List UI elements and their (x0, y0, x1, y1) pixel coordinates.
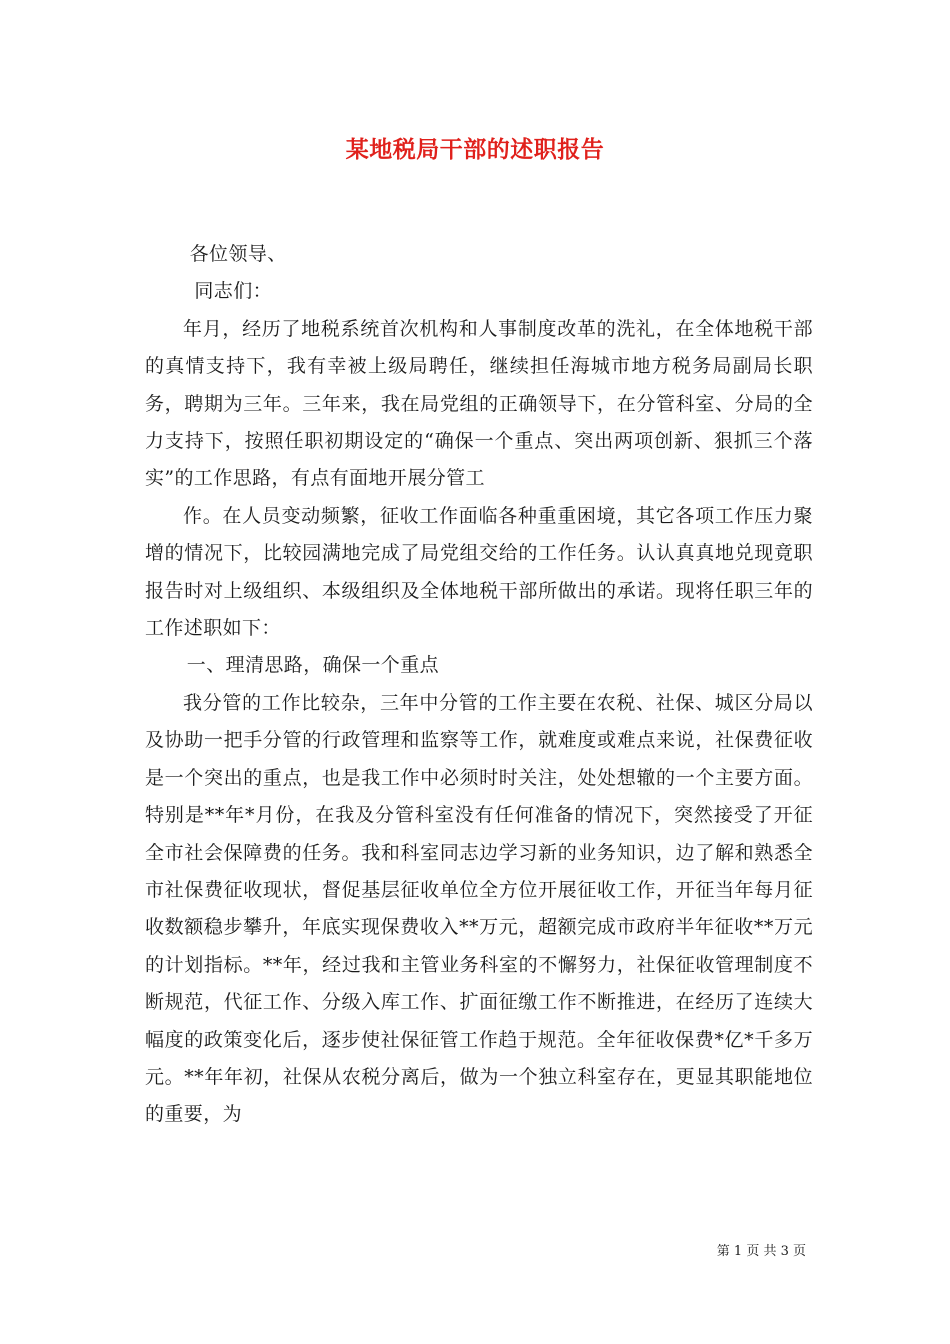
document-body (145, 236, 813, 1134)
salutation-line-2: 同志们： (194, 280, 272, 303)
paragraph-intro: 年月，经历了地税系统首次机构和人事制度改革的洗礼，在全体地税干部的真情支持下，我有幸被上级局聘任，继续担任海城市地方税务局副局长职务，聘期为三年。三年来，我在局党组的正确领导下，在分管科室、分局的全力支持下，按照任职初期设定的“确保一个重点、突出两项创新、狠抓三个落实”的工作思路，有点有面地开展分管工 (145, 317, 813, 490)
paragraph-summary: 作。在人员变动频繁，征收工作面临各种重重困境，其它各项工作压力聚增的情况下，比较园满地完成了局党组交给的工作任务。认认真真地兑现竟职报告时对上级组织、本级组织及全体地税干部所做出的承诺。现将任职三年的工作述职如下： (145, 504, 813, 640)
page-number-footer: 第 1 页 共 3 页 (716, 1244, 806, 1259)
section-heading-1: 一、理清思路，确保一个重点 (186, 654, 439, 677)
document-title: 某地税局干部的述职报告 (345, 136, 605, 163)
salutation-line-1: 各位领导、 (189, 243, 287, 265)
paragraph-section-1: 我分管的工作比较杂，三年中分管的工作主要在农税、社保、城区分局以及协助一把手分管的行政管理和监察等工作，就难度或难点来说，社保费征收是一个突出的重点，也是我工作中必须时时关注，处处想辙的一个主要方面。特别是**年*月份，在我及分管科室没有任何准备的情况下，突然接受了开征全市社会保障费的任务。我和科室同志边学习新的业务知识，边了解和熟悉全市社保费征收现状，督促基层征收单位全方位开展征收工作，开征当年每月征收数额稳步攀升，年底实现保费收入**万元，超额完成市政府半年征收**万元的计划指标。**年，经过我和主管业务科室的不懈努力，社保征收管理制度不断规范，代征工作、分级入库工作、扩面征缴工作不断推进，在经历了连续大幅度的政策变化后，逐步使社保征管工作趋于规范。全年征收保费*亿*千多万元。**年年初，社保从农税分离后，做为一个独立科室存在，更显其职能地位的重要，为 (145, 691, 813, 1126)
